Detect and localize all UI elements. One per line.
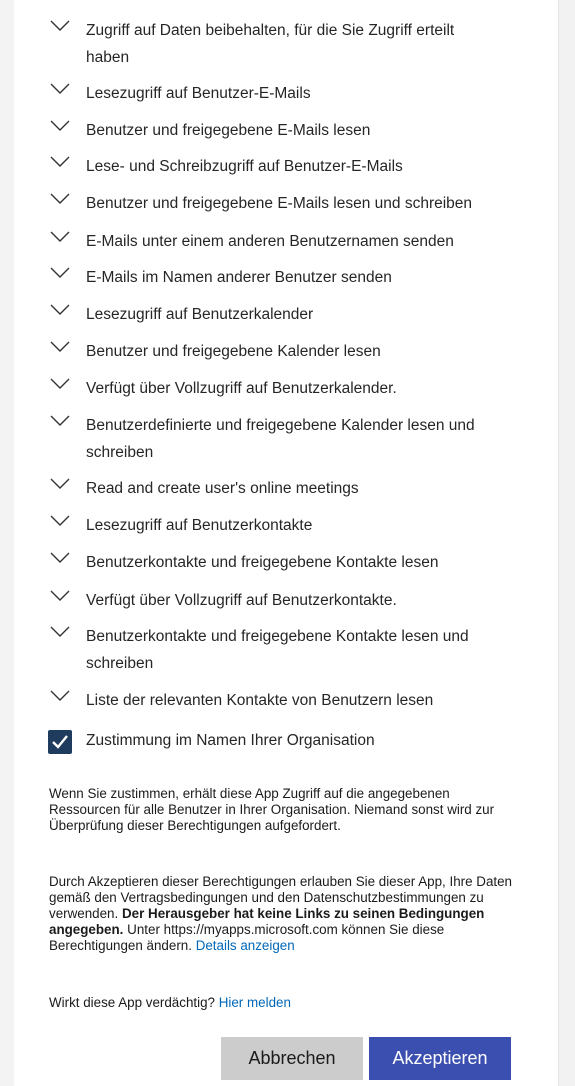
permission-item[interactable] xyxy=(50,623,500,677)
consent-label: Zustimmung im Namen Ihrer Organisation xyxy=(86,732,375,749)
chevron-down-icon xyxy=(50,415,70,427)
permission-label: Benutzer und freigegebene Kalender lesen xyxy=(86,343,381,360)
chevron-down-icon xyxy=(50,626,70,638)
permission-item[interactable] xyxy=(50,375,500,402)
permission-label: Verfügt über Vollzugriff auf Benutzerkalender. xyxy=(86,380,397,397)
myapps-text: Unter https://myapps.microsoft.com können Sie diese Berechtigungen ändern. xyxy=(49,922,445,953)
permission-item[interactable] xyxy=(50,549,500,576)
terms-info-text xyxy=(49,874,519,954)
permission-label: Verfügt über Vollzugriff auf Benutzerkontakte. xyxy=(86,592,397,609)
permission-item[interactable] xyxy=(50,301,500,328)
consent-org-checkbox-row[interactable] xyxy=(48,727,468,757)
left-background xyxy=(0,0,14,1086)
permission-item[interactable] xyxy=(50,687,500,714)
details-link[interactable]: Details anzeigen xyxy=(195,938,295,953)
permission-label: Benutzer und freigegebene E-Mails lesen und schreiben xyxy=(86,195,473,212)
chevron-down-icon xyxy=(50,120,70,132)
consent-info-text: Wenn Sie zustimmen, erhält diese App Zugriff auf die angegebenen Ressourcen für alle Benutzer in Ihrer Organisation. Niemand sonst wird zur Überprüfung dieser Berechtigungen aufgefordert. xyxy=(49,786,495,833)
permission-item[interactable] xyxy=(50,80,500,107)
chevron-down-icon xyxy=(50,590,70,602)
permission-item[interactable] xyxy=(50,17,500,71)
permission-label: Liste der relevanten Kontakte von Benutzern lesen xyxy=(86,692,434,709)
permission-label: E-Mails unter einem anderen Benutzernamen senden xyxy=(86,233,454,250)
chevron-down-icon xyxy=(50,341,70,353)
permission-label: Benutzerdefinierte und freigegebene Kalender lesen und schreiben xyxy=(86,417,475,461)
permission-item[interactable] xyxy=(50,587,500,614)
permission-label: Read and create user's online meetings xyxy=(86,480,359,497)
chevron-down-icon xyxy=(50,20,70,32)
chevron-down-icon xyxy=(50,231,70,243)
chevron-down-icon xyxy=(50,83,70,95)
chevron-down-icon xyxy=(50,156,70,168)
permission-label: Lese- und Schreibzugriff auf Benutzer-E-Mails xyxy=(86,158,403,175)
terms-text: Durch Akzeptieren dieser Berechtigungen erlauben Sie dieser App, Ihre Daten gemäß den Vertragsbedingungen und den Datenschutzbestimmungen zu verwenden. xyxy=(49,874,513,921)
chevron-down-icon xyxy=(50,193,70,205)
permission-item[interactable] xyxy=(50,117,500,144)
chevron-down-icon xyxy=(50,304,70,316)
permission-label: Benutzer und freigegebene E-Mails lesen xyxy=(86,122,371,139)
publisher-terms-notice: Der Herausgeber hat keine Links zu seinen Bedingungen angegeben. xyxy=(49,906,485,937)
accept-button[interactable]: Akzeptieren xyxy=(369,1037,511,1080)
suspicious-app-row xyxy=(49,995,519,1011)
permission-item[interactable] xyxy=(50,512,500,539)
chevron-down-icon xyxy=(50,690,70,702)
permission-label: E-Mails im Namen anderer Benutzer senden xyxy=(86,269,392,286)
scrollbar-track[interactable] xyxy=(558,0,575,1086)
chevron-down-icon xyxy=(50,552,70,564)
permission-label: Benutzerkontakte und freigegebene Kontakte lesen und schreiben xyxy=(86,628,469,672)
permission-item[interactable] xyxy=(50,475,500,502)
permission-item[interactable] xyxy=(50,228,500,255)
permission-item[interactable] xyxy=(50,412,500,466)
suspicious-app-text: Wirkt diese App verdächtig? xyxy=(49,995,215,1010)
cancel-button[interactable]: Abbrechen xyxy=(221,1037,363,1080)
permission-item[interactable] xyxy=(50,153,500,180)
permission-item[interactable] xyxy=(50,190,500,217)
chevron-down-icon xyxy=(50,267,70,279)
permission-label: Lesezugriff auf Benutzer-E-Mails xyxy=(86,85,311,102)
report-link[interactable]: Hier melden xyxy=(218,995,291,1010)
chevron-down-icon xyxy=(50,378,70,390)
chevron-down-icon xyxy=(50,478,70,490)
permission-label: Lesezugriff auf Benutzerkontakte xyxy=(86,517,313,534)
permission-label: Lesezugriff auf Benutzerkalender xyxy=(86,306,314,323)
consent-checkbox[interactable] xyxy=(48,730,72,754)
checkmark-icon xyxy=(51,733,69,751)
permission-item[interactable] xyxy=(50,264,500,291)
permission-item[interactable] xyxy=(50,338,500,365)
permission-label: Zugriff auf Daten beibehalten, für die Sie Zugriff erteilt haben xyxy=(86,22,455,66)
permission-label: Benutzerkontakte und freigegebene Kontakte lesen xyxy=(86,554,439,571)
chevron-down-icon xyxy=(50,515,70,527)
consent-panel xyxy=(14,0,558,1086)
